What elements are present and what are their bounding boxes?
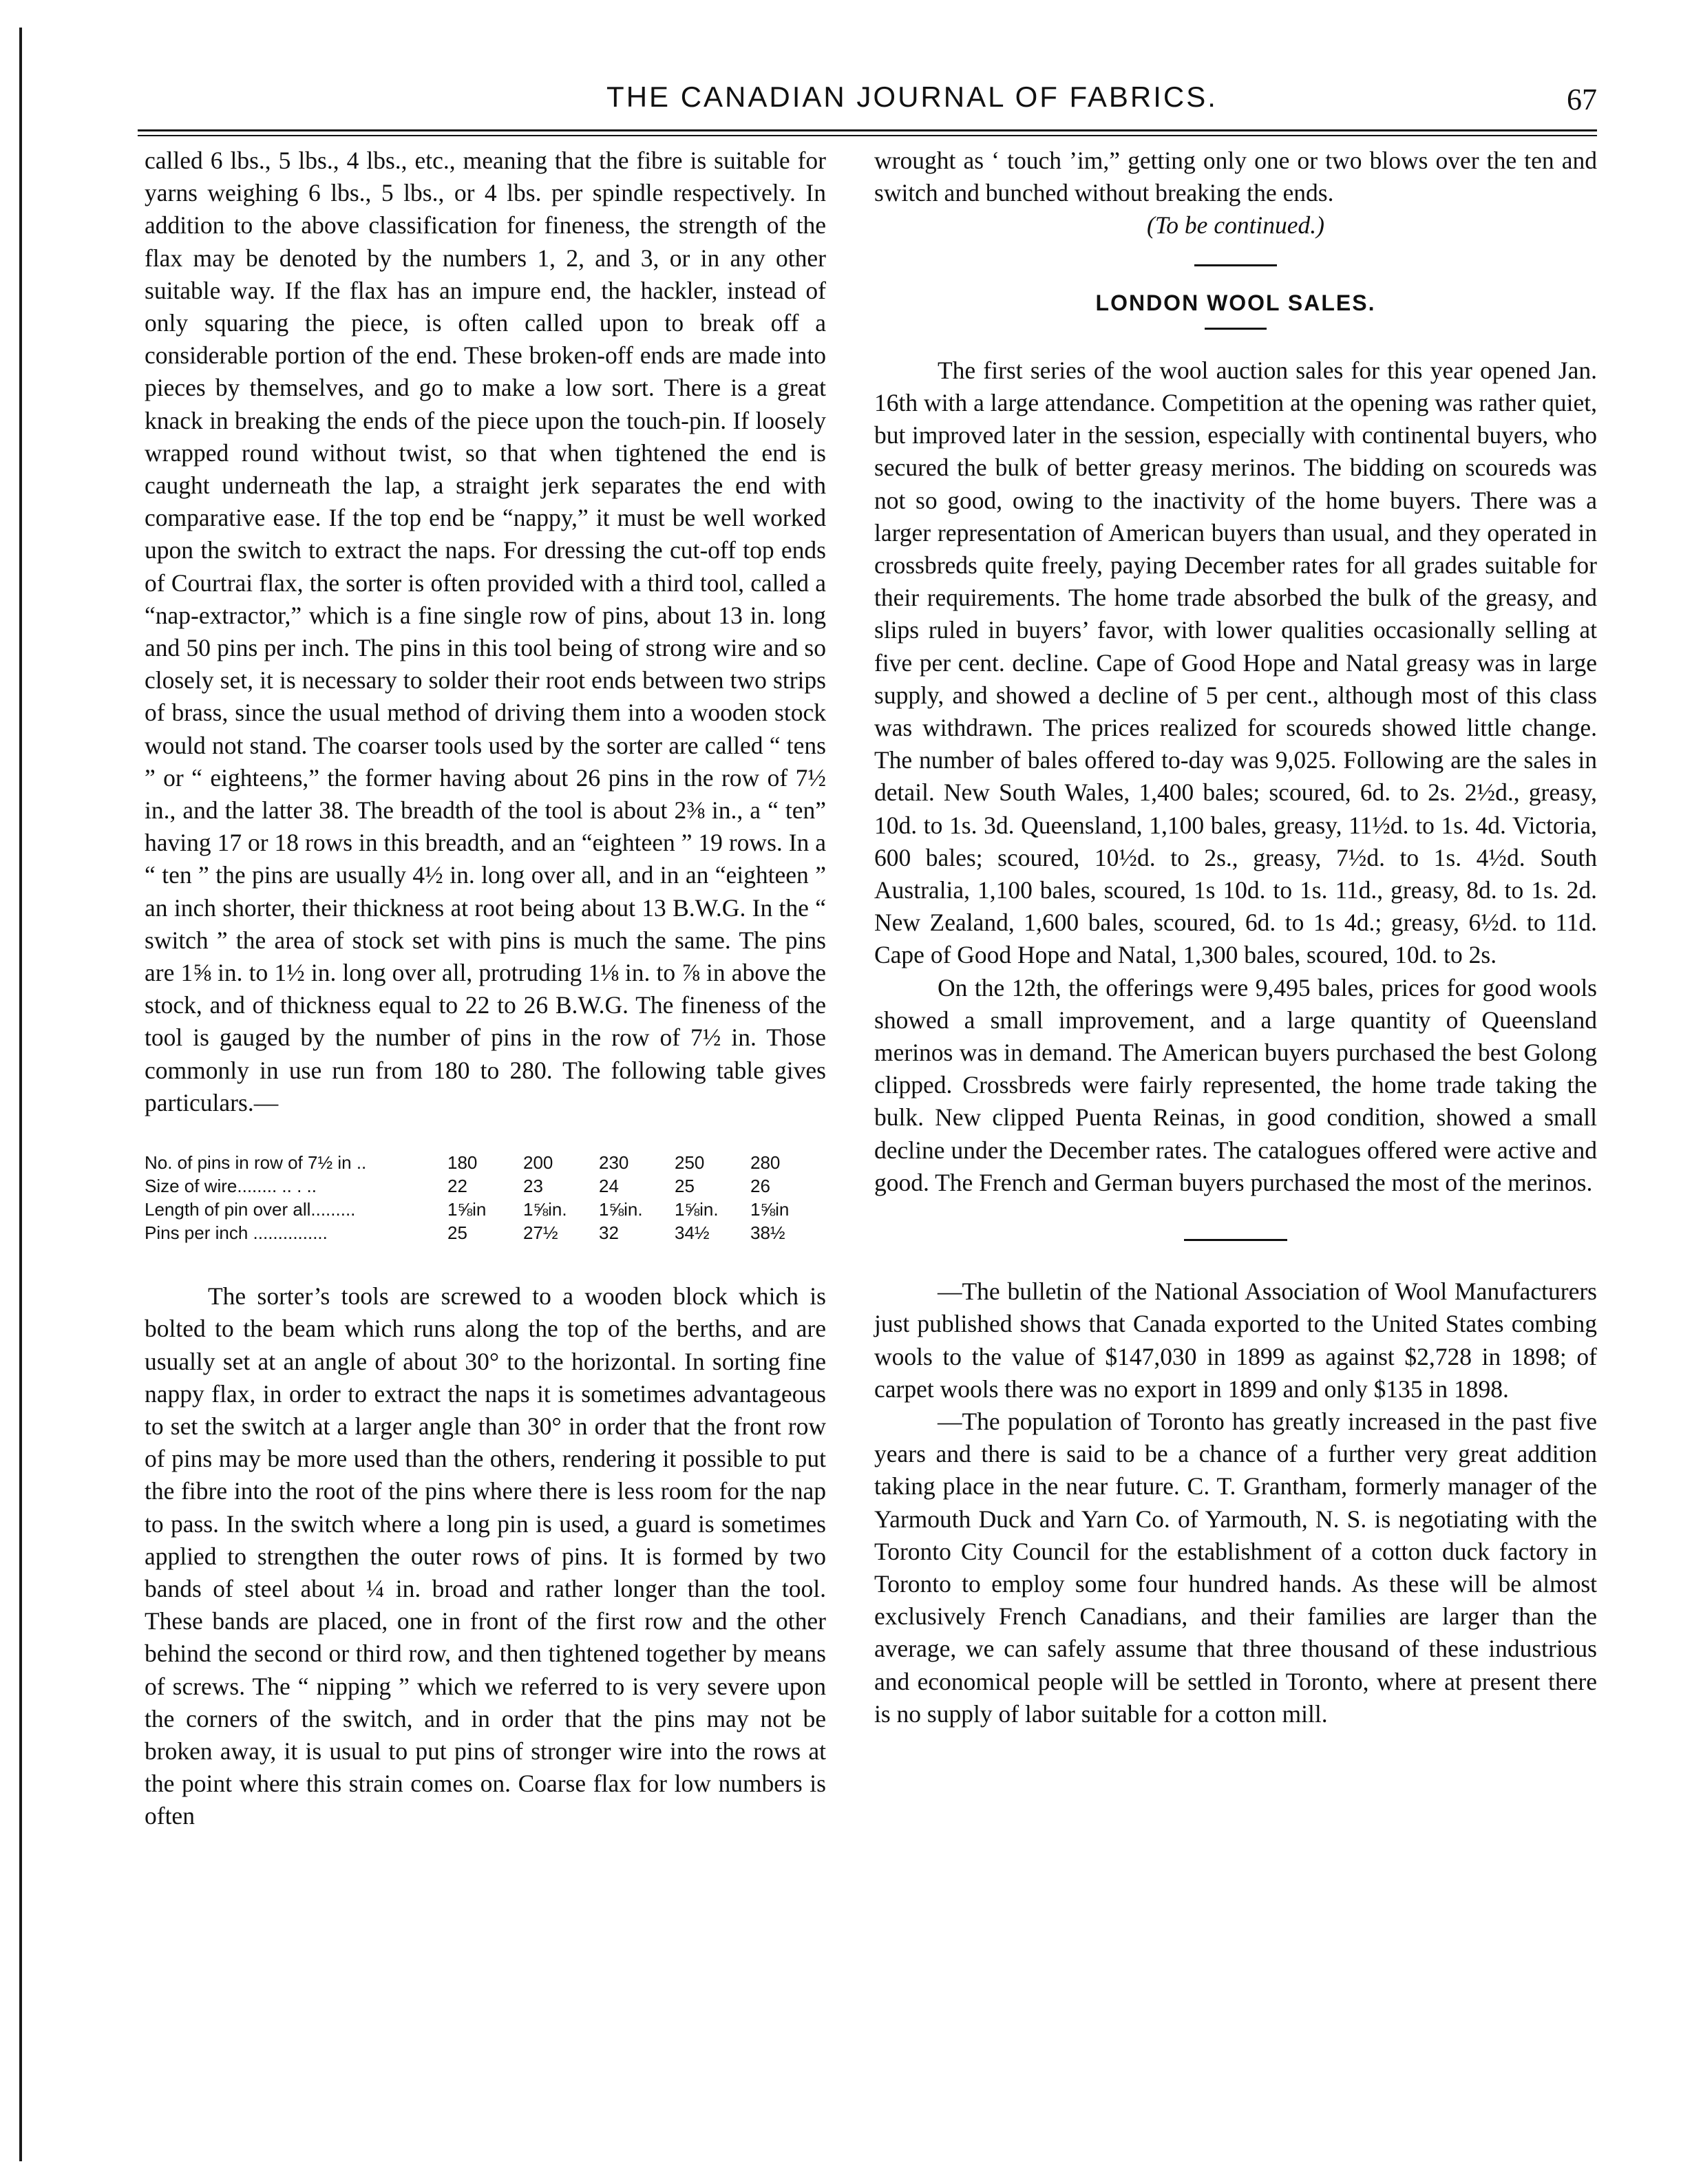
- table-row: [145, 1151, 826, 1174]
- table-cell: 34½: [675, 1222, 710, 1244]
- table-row: [145, 1198, 826, 1221]
- table-cell: 230: [599, 1152, 629, 1174]
- table-cell: 27½: [523, 1222, 558, 1244]
- pins-table: [145, 1151, 826, 1244]
- to-be-continued-note: (To be continued.): [1147, 211, 1324, 240]
- table-row-label: No. of pins in row of 7½ in ..: [145, 1152, 367, 1174]
- table-cell: 280: [750, 1152, 781, 1174]
- toronto-paragraph: —The population of Toronto has greatly increased in the past five years and there is said to be a chance of a further very great addition taking place in the near future. C. T. Grantham, formerly manager of the Yarmouth Duck and Yarn Co. of Yarmouth, N. S. is negotiating with the Toronto City Council for the establishment of a cotton duck factory in Toronto to employ some four hundred hands. As these will be almost exclusively French Canadians, and their families are larger than the average, we can safely assume that three thousand of these industrious and economical people will be settled in Toronto, where at present there is no supply of labor suitable for a cotton mill.: [874, 1407, 1597, 1728]
- bulletin-paragraph: —The bulletin of the National Association of Wool Manufacturers just published shows that Canada exported to the United States combing wools to the value of $147,030 in 1899 as against $2,728 in 1898; of carpet wools there was no export in 1899 and only $135 in 1898.: [874, 1277, 1597, 1403]
- table-cell: 1⅝in.: [599, 1199, 643, 1220]
- left-column: [145, 145, 826, 1833]
- table-cell: 23: [523, 1176, 543, 1197]
- table-cell: 1⅝in: [447, 1199, 487, 1220]
- table-row: [145, 1174, 826, 1198]
- continued-paragraph: wrought as ‘ touch ’im,” getting only one or two blows over the ten and switch and bunched without breaking the ends.: [874, 147, 1597, 207]
- table-cell: 26: [750, 1176, 770, 1197]
- table-row: [145, 1221, 826, 1244]
- page-number: 67: [1567, 83, 1597, 116]
- table-cell: 25: [675, 1176, 695, 1197]
- table-cell: 24: [599, 1176, 619, 1197]
- section-rule: [1184, 1239, 1287, 1241]
- table-cell: 32: [599, 1222, 619, 1244]
- binding-edge: [19, 28, 22, 2161]
- table-row-label: Size of wire........ .. . ..: [145, 1176, 317, 1197]
- sorter-tools-paragraph: The sorter’s tools are screwed to a wooden block which is bolted to the beam which runs along the top of the berths, and are usually set at an angle of about 30° to the horizontal. In sorting fine nappy flax, in order to extract the naps it is sometimes advantageous to set the switch at a larger angle than 30° in order that the front row of pins may be more used than the others, rendering it possible to put the fibre into the root of the pins where there is less room for the nap to pass. In the switch where a long pin is used, a guard is sometimes applied to strengthen the outer rows of pins. It is formed by two bands of steel about ¼ in. broad and rather longer than the tool. These bands are placed, one in front of the first row and the other behind the second or third row, and then tightened together by means of screws. The “ nipping ” which we referred to is very severe upon the corners of the switch, and in order that the pins may not be broken away, it is usual to put pins of stronger wire into the rows at the point where this strain comes on. Coarse flax for low numbers is often: [145, 1282, 826, 1830]
- table-cell: 1⅝in.: [523, 1199, 567, 1220]
- table-cell: 38½: [750, 1222, 785, 1244]
- section-rule: [1194, 264, 1277, 266]
- table-cell: 22: [447, 1176, 467, 1197]
- table-cell: 200: [523, 1152, 553, 1174]
- table-cell: 25: [447, 1222, 467, 1244]
- article-heading: LONDON WOOL SALES.: [1095, 290, 1376, 315]
- heading-rule: [1205, 328, 1267, 330]
- header-rule: [138, 129, 1597, 136]
- journal-title: THE CANADIAN JOURNAL OF FABRICS.: [606, 81, 1218, 113]
- table-row-label: Pins per inch ...............: [145, 1222, 328, 1244]
- table-cell: 1⅝in.: [675, 1199, 719, 1220]
- table-cell: 180: [447, 1152, 478, 1174]
- wool-sales-paragraph: The first series of the wool auction sales for this year opened Jan. 16th with a large attendance. Competition at the opening was rather quiet, but improved later in the session, especially with continental buyers, who secured the bulk of better greasy merinos. The bidding on scoureds was not so good, owing to the inactivity of the home buyers. There was a larger representation of American buyers than usual, and they operated in crossbreds quite freely, paying December rates for all grades suitable for their requirements. The home trade absorbed the bulk of the greasy, and slips ruled in buyers’ favor, with lower qualities occasionally selling at five per cent. decline. Cape of Good Hope and Natal greasy was in large supply, and showed a decline of 5 per cent., although most of this class was withdrawn. The prices realized for scoureds showed little change. The number of bales offered to-day was 9,025. Following are the sales in detail. New South Wales, 1,400 bales; scoured, 6d. to 2s. 2½d., greasy, 10d. to 1s. 3d. Queensland, 1,100 bales, greasy, 11½d. to 1s. 4d. Victoria, 600 bales; scoured, 10½d. to 2s., greasy, 7½d. to 1s. 4½d. South Australia, 1,100 bales, scoured, 1s 10d. to 1s. 11d., greasy, 8d. to 1s. 2d. New Zealand, 1,600 bales, scoured, 6d. to 1s 4d.; greasy, 6½d. to 11d. Cape of Good Hope and Natal, 1,300 bales, scoured, 10d. to 2s.: [874, 356, 1597, 969]
- right-column: [874, 145, 1597, 1730]
- flax-sorting-paragraph: called 6 lbs., 5 lbs., 4 lbs., etc., meaning that the fibre is suitable for yarns weighing 6 lbs., 5 lbs., or 4 lbs. per spindle respectively. In addition to the above classification for fineness, the strength of the flax may be denoted by the numbers 1, 2, and 3, or in any other suitable way. If the flax has an impure end, the hackler, instead of only squaring the piece, is often called upon to break off a considerable portion of the end. These broken-off ends are made into pieces by themselves, and go to make a low sort. There is a great knack in breaking the ends of the piece upon the touch-pin. If loosely wrapped round without twist, so that when tightened the end is caught underneath the lap, a straight jerk separates the end with comparative ease. If the top end be “nappy,” it must be well worked upon the switch to extract the naps. For dressing the cut-off top ends of Courtrai flax, the sorter is often provided with a third tool, called a “nap-extractor,” which is a fine single row of pins, about 13 in. long and 50 pins per inch. The pins in this tool being of strong wire and so closely set, it is necessary to solder their root ends between two strips of brass, since the usual method of driving them into a wooden stock would not stand. The coarser tools used by the sorter are called “ tens ” or “ eighteens,” the former having about 26 pins in the row of 7½ in., and the latter 38. The breadth of the tool is about 2⅜ in., a “ ten” having 17 or 18 rows in this breadth, and an “eighteen ” 19 rows. In a “ ten ” the pins are usually 4½ in. long over all, and in an “eighteen ” an inch shorter, their thickness at root being about 13 B.W.G. In the “ switch ” the area of stock set with pins is much the same. The pins are 1⅝ in. to 1½ in. long over all, protruding 1⅛ in. to ⅞ in above the stock, and of thickness equal to 22 to 26 B.W.G. The fineness of the tool is gauged by the number of pins in the row of 7½ in. Those commonly in use run from 180 to 280. The following table gives particulars.—: [145, 147, 826, 1116]
- table-row-label: Length of pin over all.........: [145, 1199, 356, 1220]
- table-cell: 1⅝in: [750, 1199, 790, 1220]
- page-header: [138, 77, 1597, 125]
- wool-sales-paragraph-2: On the 12th, the offerings were 9,495 bales, prices for good wools showed a small improvement, and a large quantity of Queensland merinos was in demand. The American buyers purchased the best Golong clipped. Crossbreds were fairly represented, the home trade taking the bulk. New clipped Puenta Reinas, in good condition, showed a small decline under the December rates. The catalogues offered were active and good. The French and German buyers purchased the most of the merinos.: [874, 973, 1597, 1196]
- table-cell: 250: [675, 1152, 705, 1174]
